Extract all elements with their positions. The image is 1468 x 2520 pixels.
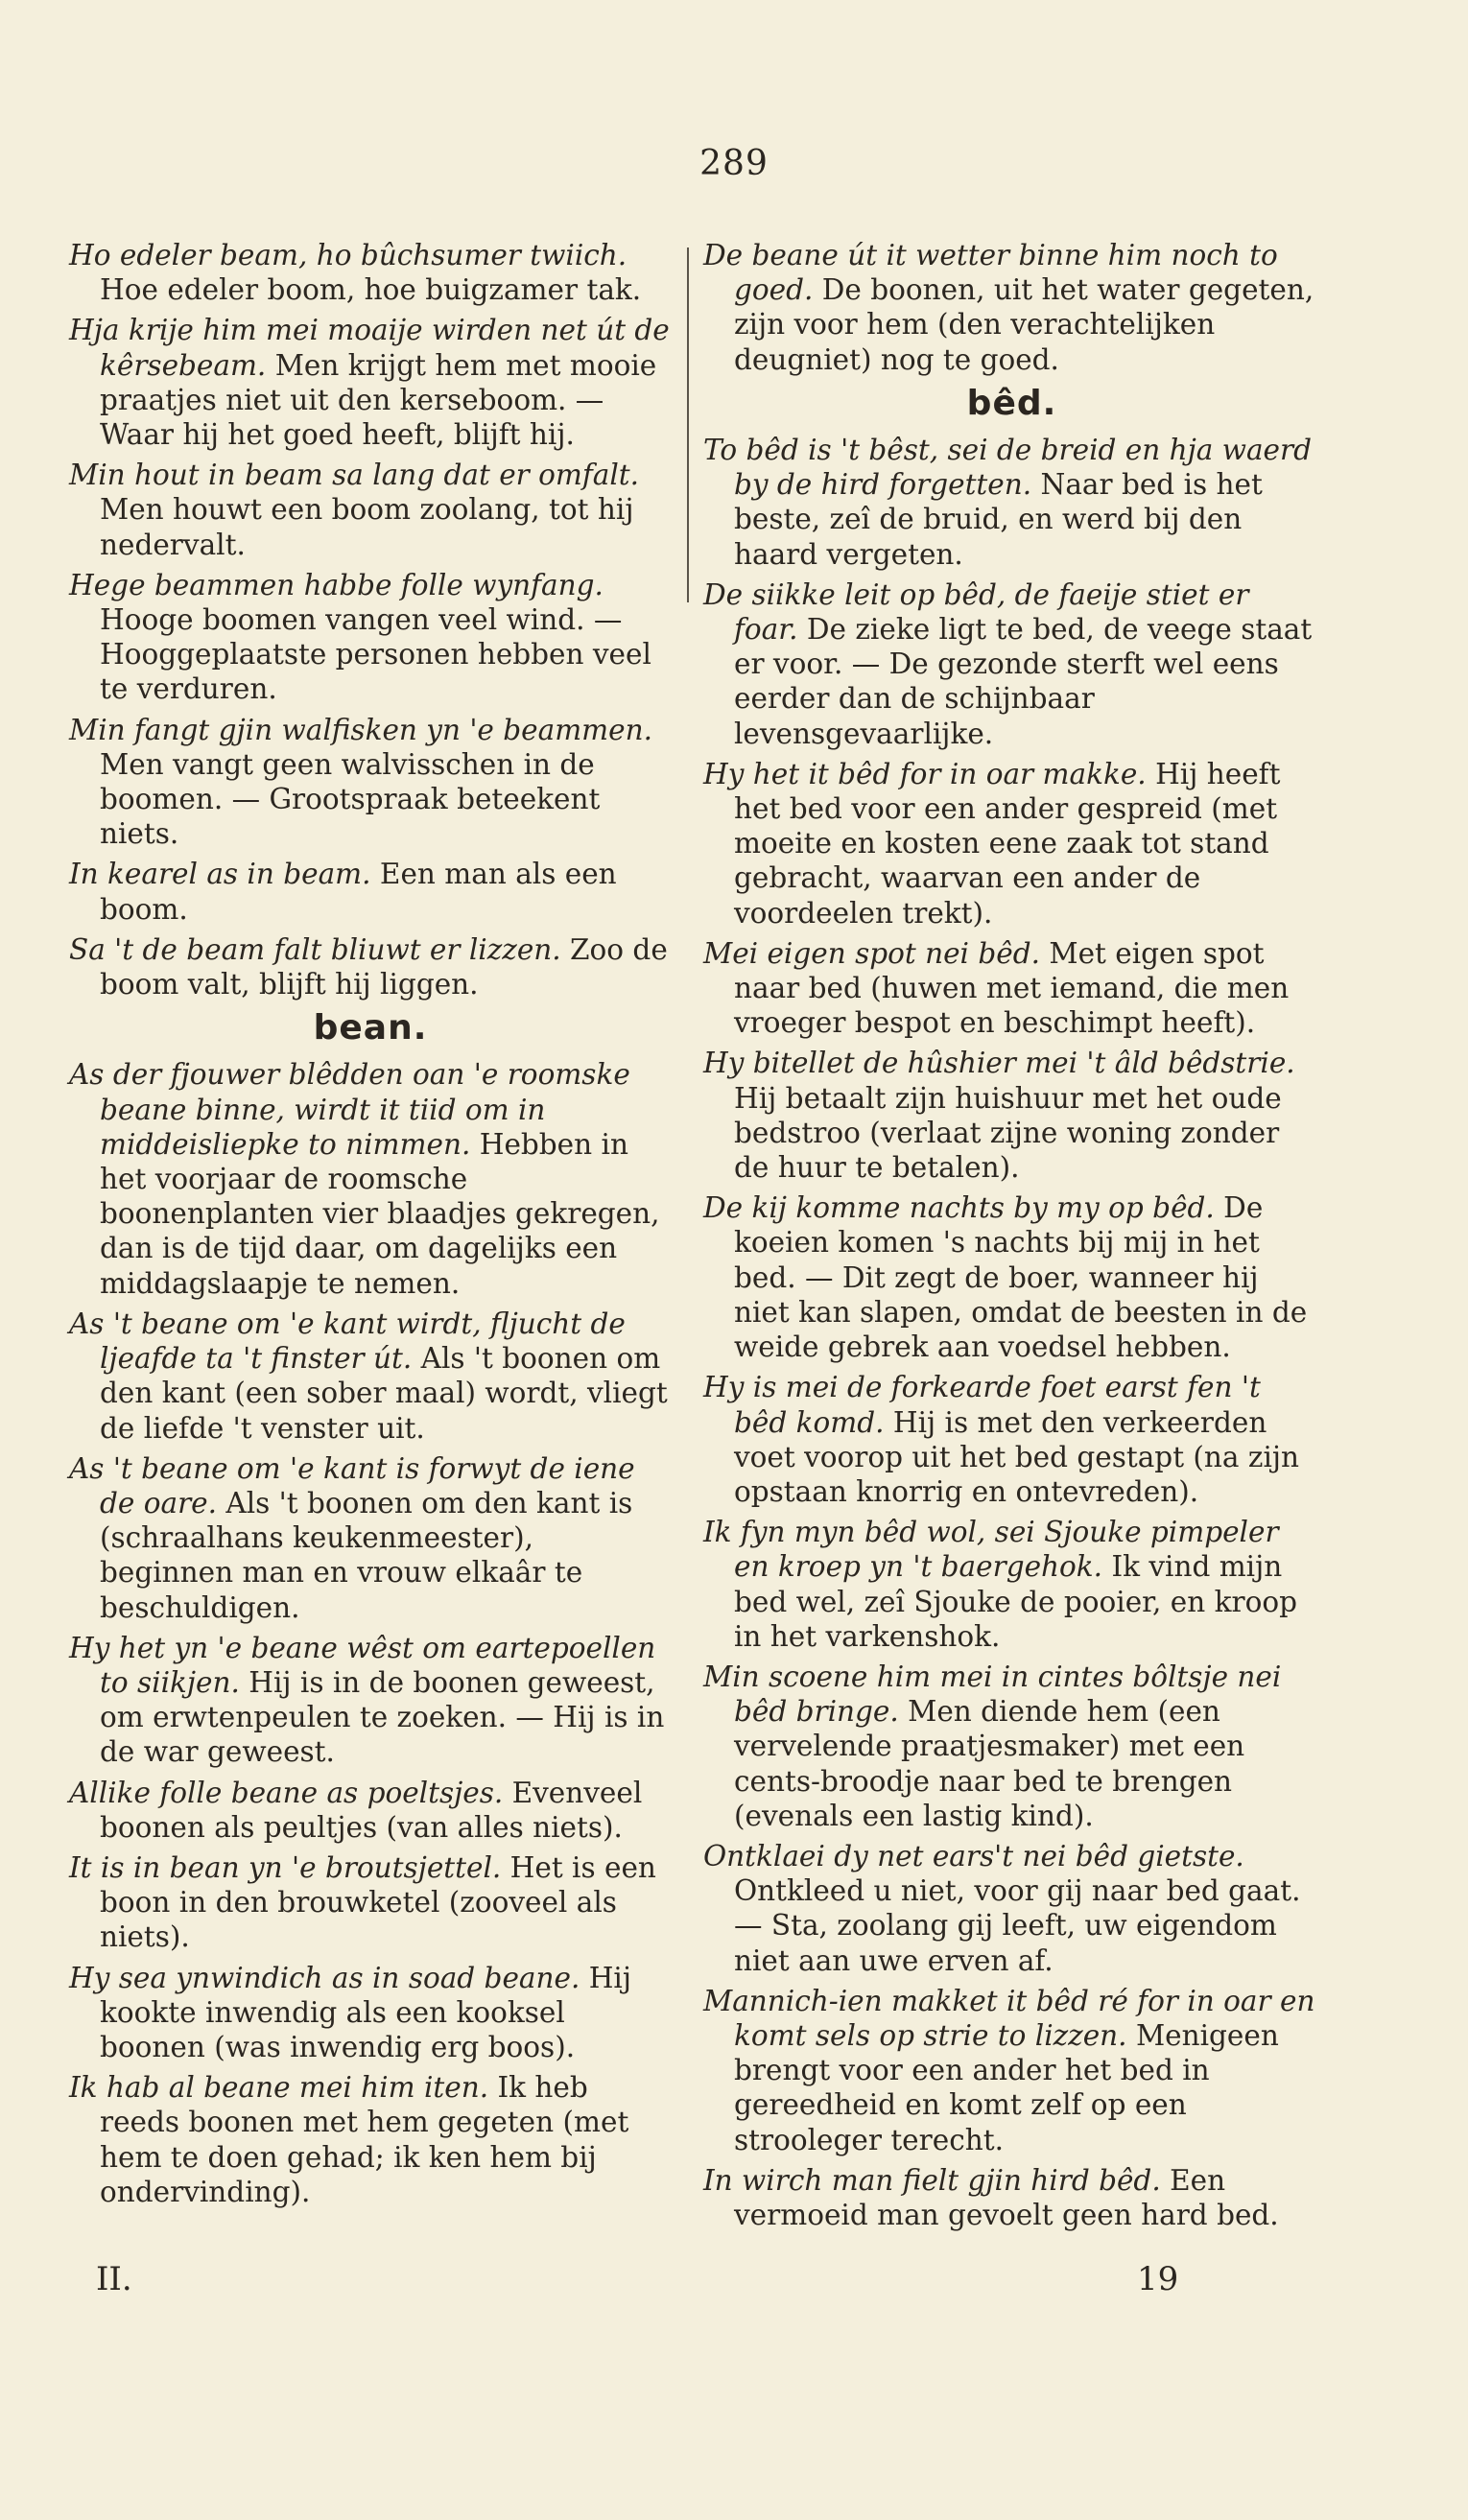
proverb-frisian: Ontklaei dy net ears't nei bêd gietste. bbox=[703, 1839, 1244, 1872]
proverb-translation: De zieke ligt te bed, de veege staat er voor. — De gezonde sterft wel eens eerder dan de schijnbaar levensgevaarlijke. bbox=[734, 613, 1313, 750]
proverb-frisian: De beane út it wetter binne him noch to goed. bbox=[703, 239, 1278, 307]
proverb-translation: Men diende hem (een vervelende praatjesmaker) met een cents-broodje naar bed te brengen (evenals een lastig kind). bbox=[734, 1695, 1245, 1832]
proverb-entry bbox=[703, 1660, 1320, 1833]
proverb-frisian: In wirch man fielt gjin hird bêd. bbox=[703, 2163, 1161, 2197]
proverb-translation: Hebben in het voorjaar de roomsche boonenplanten vier blaadjes gekregen, dan is de tijd daar, om dagelijks een middagslaapje te nemen. bbox=[100, 1127, 660, 1300]
proverb-translation: Naar bed is het beste, zeî de bruid, en werd bij den haard vergeten. bbox=[734, 468, 1263, 571]
proverb-frisian: Ik hab al beane mei him iten. bbox=[69, 2071, 489, 2105]
proverb-translation: De koeien komen 's nachts bij mij in het bed. — Dit zegt de boer, wanneer hij niet kan slapen, omdat de beesten in de weide gebrek aan voedsel hebben. bbox=[734, 1191, 1308, 1364]
sheet-number: 19 bbox=[1137, 2260, 1179, 2298]
proverb-entry bbox=[703, 1839, 1320, 1978]
proverb-entry bbox=[703, 757, 1320, 930]
proverb-entry bbox=[69, 1776, 672, 1845]
proverb-entry bbox=[703, 1190, 1320, 1364]
proverb-entry bbox=[703, 1370, 1320, 1509]
proverb-translation: Hooge boomen vangen veel wind. — Hooggeplaatste personen hebben veel te verduren. bbox=[100, 603, 651, 706]
proverb-frisian: Allike folle beane as poeltsjes. bbox=[69, 1776, 504, 1809]
proverb-frisian: To bêd is 't bêst, sei de breid en hja waerd by de hird forgetten. bbox=[703, 434, 1313, 502]
signature-mark: II. bbox=[96, 2260, 132, 2298]
proverb-translation: Men krijgt hem met mooie praatjes niet uit den kerseboom. — Waar hij het goed heeft, blijft hij. bbox=[100, 348, 657, 452]
proverb-entry bbox=[703, 2163, 1320, 2232]
proverb-frisian: Hege beammen habbe folle wynfang. bbox=[69, 568, 604, 601]
proverb-frisian: As 't beane om 'e kant wirdt, fljucht de ljeafde ta 't finster út. bbox=[69, 1307, 626, 1376]
proverb-entry bbox=[703, 1046, 1320, 1185]
proverb-translation: Menigeen brengt voor een ander het bed in gereedheid en komt zelf op een strooleger terecht. bbox=[734, 2018, 1279, 2156]
proverb-translation: De boonen, uit het water gegeten, zijn voor hem (den verachtelijken deugniet) nog te goed. bbox=[734, 273, 1314, 376]
proverb-translation: Evenveel boonen als peultjes (van alles niets). bbox=[100, 1776, 643, 1844]
entry-list-bean bbox=[69, 1057, 672, 2209]
entry-list-beam bbox=[69, 238, 672, 1001]
proverb-frisian: De kij komme nachts by my op bêd. bbox=[703, 1191, 1215, 1225]
proverb-translation: Ik heb reeds boonen met hem gegeten (met hem te doen gehad; ik ken hem bij ondervinding). bbox=[100, 2071, 629, 2208]
proverb-frisian: In kearel as in beam. bbox=[69, 858, 371, 891]
section-heading-bed: bêd. bbox=[966, 383, 1057, 423]
proverb-translation: Het is een boon in den brouwketel (zooveel als niets). bbox=[100, 1850, 656, 1954]
proverb-frisian: Ho edeler beam, ho bûchsumer twiich. bbox=[69, 239, 627, 271]
proverb-translation: Als 't boonen om den kant is (schraalhans keukenmeester), beginnen man en vrouw elkaâr te beschuldigen. bbox=[100, 1486, 633, 1624]
proverb-translation: Hij heeft het bed voor een ander gespreid (met moeite en kosten eene zaak tot stand gebracht, waarvan een ander de voordeelen trekt). bbox=[734, 757, 1281, 930]
proverb-frisian: It is in bean yn 'e broutsjettel. bbox=[69, 1850, 502, 1884]
proverb-entry bbox=[703, 936, 1320, 1041]
proverb-translation: Hoe edeler boom, hoe buigzamer tak. bbox=[100, 273, 642, 307]
proverb-frisian: Min fangt gjin walfisken yn 'e beammen. bbox=[69, 713, 652, 746]
proverb-translation: Zoo de boom valt, blijft hij liggen. bbox=[100, 932, 668, 1001]
proverb-frisian: As 't beane om 'e kant is forwyt de iene de oare. bbox=[69, 1451, 635, 1519]
proverb-frisian: Min scoene him mei in cintes bôltsje nei bêd bringe. bbox=[703, 1660, 1282, 1729]
proverb-frisian: Ik fyn myn bêd wol, sei Sjouke pimpeler en kroep yn 't baergehok. bbox=[703, 1516, 1279, 1584]
proverb-translation: Hij is in de boonen geweest, om erwtenpeulen te zoeken. — Hij is in de war geweest. bbox=[100, 1665, 665, 1769]
proverb-entry bbox=[69, 1451, 672, 1625]
proverb-frisian: Hy het it bêd for in oar makke. bbox=[703, 757, 1147, 790]
page-number: 289 bbox=[699, 144, 769, 183]
proverb-entry bbox=[69, 238, 672, 307]
proverb-frisian: Hy het yn 'e beane wêst om eartepoellen to siikjen. bbox=[69, 1631, 656, 1699]
proverb-entry bbox=[69, 568, 672, 707]
proverb-entry bbox=[703, 1515, 1320, 1654]
proverb-frisian: De siikke leit op bêd, de faeije stiet er foar. bbox=[703, 577, 1249, 647]
proverb-translation: Hij kookte inwendig als een kooksel boonen (was inwendig erg boos). bbox=[100, 1961, 632, 2063]
column-divider bbox=[687, 247, 689, 602]
left-column bbox=[69, 238, 672, 2215]
proverb-entry bbox=[703, 433, 1320, 572]
proverb-frisian: Sa 't de beam falt bliuwt er lizzen. bbox=[69, 932, 561, 966]
proverb-entry bbox=[69, 2070, 672, 2209]
entry-list-bean-continued bbox=[703, 238, 1320, 377]
right-column bbox=[703, 238, 1320, 2238]
proverb-entry bbox=[69, 1961, 672, 2065]
proverb-entry bbox=[69, 932, 672, 1001]
proverb-frisian: Hy is mei de forkearde foet earst fen 't bêd komd. bbox=[703, 1371, 1261, 1439]
proverb-translation: Men houwt een boom zoolang, tot hij nedervalt. bbox=[100, 493, 634, 561]
proverb-frisian: Hja krije him mei moaije wirden net út de kêrsebeam. bbox=[69, 314, 670, 382]
proverb-entry bbox=[69, 458, 672, 562]
proverb-translation: Een man als een boom. bbox=[100, 858, 617, 926]
proverb-frisian: Hy bitellet de hûshier mei 't âld bêdstrie. bbox=[703, 1047, 1295, 1080]
proverb-entry bbox=[69, 1307, 672, 1446]
proverb-entry bbox=[69, 713, 672, 852]
proverb-translation: Als 't boonen om den kant (een sober maal) wordt, vliegt de liefde 't venster uit. bbox=[100, 1342, 668, 1445]
proverb-translation: Met eigen spot naar bed (huwen met iemand, die men vroeger bespot en beschimpt heeft). bbox=[734, 936, 1290, 1040]
section-heading-bean: bean. bbox=[313, 1008, 428, 1048]
proverb-frisian: Hy sea ynwindich as in soad beane. bbox=[69, 1961, 580, 1994]
proverb-entry bbox=[69, 313, 672, 452]
proverb-translation: Men vangt geen walvisschen in de boomen. — Grootspraak beteekent niets. bbox=[100, 747, 601, 851]
proverb-translation: Een vermoeid man gevoelt geen hard bed. bbox=[734, 2163, 1279, 2231]
proverb-frisian: Min hout in beam sa lang dat er omfalt. bbox=[69, 459, 640, 492]
proverb-entry bbox=[69, 1057, 672, 1300]
proverb-frisian: As der fjouwer blêdden oan 'e roomske beane binne, wirdt it tiid om in middeisliepke to nimmen. bbox=[69, 1058, 630, 1161]
proverb-translation: Ik vind mijn bed wel, zeî Sjouke de pooier, en kroop in het varkenshok. bbox=[734, 1550, 1297, 1653]
proverb-entry bbox=[703, 238, 1320, 377]
proverb-frisian: Mannich-ien makket it bêd ré for in oar en komt sels op strie to lizzen. bbox=[703, 1984, 1315, 2052]
entry-list-bed bbox=[703, 433, 1320, 2232]
proverb-translation: Ontkleed u niet, voor gij naar bed gaat. — Sta, zoolang gij leeft, uw eigendom niet aan uwe erven af. bbox=[734, 1874, 1301, 1977]
proverb-translation: Hij betaalt zijn huishuur met het oude bedstroo (verlaat zijne woning zonder de huur te betalen). bbox=[734, 1081, 1282, 1185]
proverb-frisian: Mei eigen spot nei bêd. bbox=[703, 936, 1040, 970]
proverb-entry bbox=[69, 857, 672, 926]
proverb-entry bbox=[703, 577, 1320, 751]
proverb-entry bbox=[703, 1984, 1320, 2157]
proverb-translation: Hij is met den verkeerden voet voorop uit het bed gestapt (na zijn opstaan knorrig en ontevreden). bbox=[734, 1405, 1300, 1508]
proverb-entry bbox=[69, 1850, 672, 1955]
proverb-entry bbox=[69, 1631, 672, 1770]
